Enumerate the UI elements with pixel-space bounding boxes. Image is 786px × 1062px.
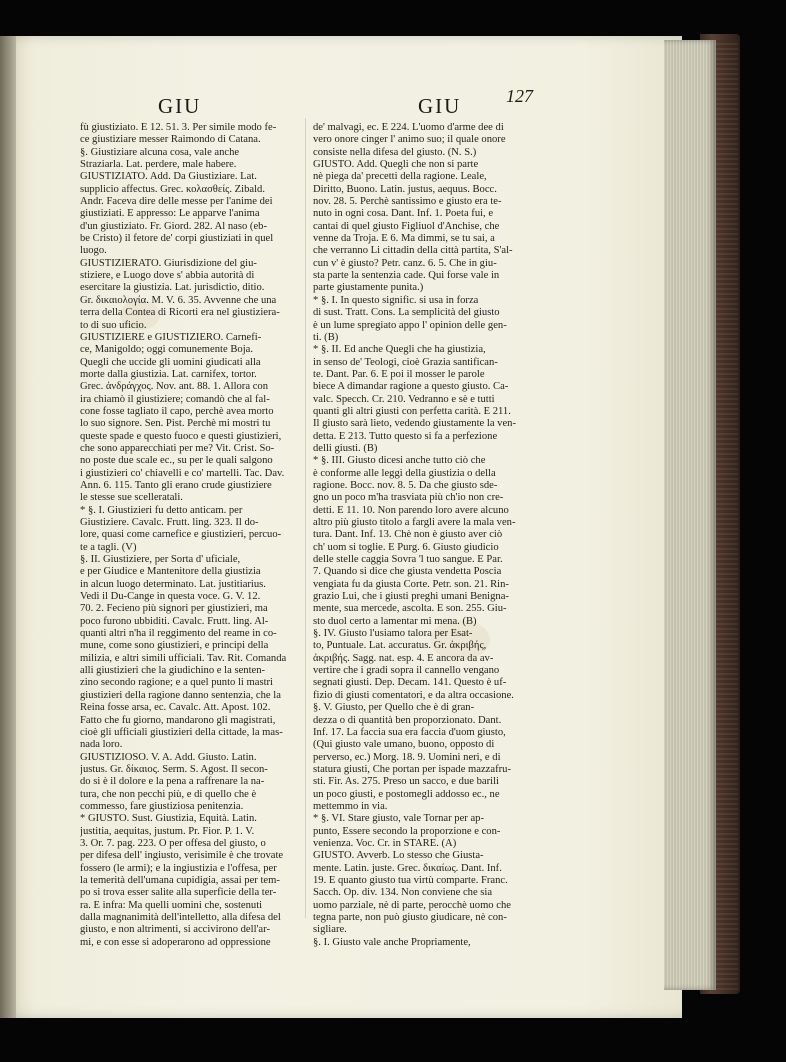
text-line: e per Giudice e Mantenitore della giustizia [80, 566, 261, 578]
text-line: gno un poco m'ha trasviata più ch'io non cre- [313, 492, 504, 504]
text-line: Reina fosse arsa, ec. Cavalc. Att. Apost. 102. [80, 702, 271, 714]
text-line: esercitare la giustizia. Lat. jurisdictio, ditio. [80, 282, 265, 294]
text-line: GIUSTO. Avverb. Lo stesso che Giusta- [313, 850, 484, 862]
text-line: in senso de' Teologi, cioè Grazia santifican- [313, 356, 498, 368]
text-line: altro più giusto titolo a fargli avere la mala ven- [313, 517, 516, 528]
text-line: per difesa dell' ingiusto, verisimile è che trovate [80, 850, 284, 862]
text-line: GIUSTO. Add. Quegli che non si parte [313, 159, 479, 171]
text-line: parte giustamente punita.) [313, 282, 424, 294]
text-line: grazio Lui, che i giusti preghi umani Benigna- [313, 591, 509, 603]
text-line: queste spade e questo fuoco e questi giustizieri, [80, 430, 282, 442]
text-line: §. IV. Giusto l'usiamo talora per Esat- [313, 628, 473, 640]
text-line: Inf. 17. La faccia sua era faccia d'uom giusto, [313, 726, 506, 738]
text-line: GIUSTIZIERE e GIUSTIZIERO. Carnefi- [80, 331, 262, 343]
text-line: §. Giustiziare alcuna cosa, vale anche [80, 146, 240, 158]
text-line: te a tagli. (V) [80, 541, 137, 553]
text-line: cun v' è giusto? Petr. canz. 6. 5. Che in giu- [313, 257, 497, 269]
text-line: * §. VI. Stare giusto, vale Tornar per ap- [313, 813, 484, 825]
text-line: §. V. Giusto, per Quello che è di gran- [313, 702, 475, 714]
text-line: tura, che non pecchi più, e di quello che è [80, 788, 257, 800]
text-line: cantai di quel giusto Figliuol d'Anchise, che [313, 220, 500, 232]
text-line: to, Puntuale. Lat. accuratus. Gr. ἀκριβής, [313, 640, 487, 652]
text-line: mettemmo in via. [313, 800, 388, 812]
text-line: di sust. Tratt. Cons. La semplicità del giusto [313, 307, 500, 319]
column-divider [305, 118, 306, 918]
text-line: punto, Essere secondo la proporzione e con- [313, 825, 501, 837]
text-line: fù giustiziato. E 12. 51. 3. Per simile modo fe- [80, 122, 277, 133]
text-line: quanti gli altri giusti con perfetta carità. E 211. [313, 405, 511, 417]
text-line: è conforme alle leggi della giustizia o della [313, 467, 496, 479]
text-line: morte dalla giustizia. Lat. carnifex, tortor. [80, 368, 257, 380]
text-line: Sacch. Op. div. 134. Non conviene che sia [313, 887, 493, 899]
text-line: terra della Contea di Ricorti era nel giustiziera- [80, 307, 280, 319]
left-column [80, 122, 302, 949]
text-line: (Qui giusto vale umano, buono, opposto di [313, 739, 495, 751]
text-line: sto duol certo a lamentar mi mena. (B) [313, 615, 477, 627]
text-line: vengiata fu da giusta Corte. Petr. son. 21. Rin- [313, 578, 509, 590]
text-line: ce, Manigoldo; oggi comunemente Boja. [80, 344, 253, 356]
text-line: cioè gli ufficiali giustizieri della cittade, la mas- [80, 726, 283, 738]
text-line: delle stelle caggia Sovra 'l tuo sangue. E Par. [313, 554, 503, 566]
text-line: fizio di giusti comentatori, e da altra occasione. [313, 689, 514, 701]
text-line: ch' uom si toglie. E Purg. 6. Giusto giudicio [313, 541, 499, 553]
text-line: Il giusto sarà lieto, vedendo giustamente la ven- [313, 418, 516, 430]
text-line: venne da Troja. E 6. Ma dimmi, se tu sai, a [313, 233, 495, 245]
text-line: dezza o di quantità ben proporzionato. Dant. [313, 714, 502, 726]
text-line: ragione. Bocc. nov. 8. 5. Da che giusto sde- [313, 479, 498, 491]
text-line: lore, quasi come carnefice e giustizieri, percuo- [80, 529, 282, 541]
text-line: 7. Quando si dice che giusta vendetta Poscia [313, 566, 502, 578]
text-line: segnati giusti. Dep. Decam. 141. Questo è uf- [313, 677, 507, 689]
text-line: nada loro. [80, 739, 123, 751]
text-line: §. I. Giusto vale anche Propriamente, [313, 936, 471, 948]
text-line: consiste nella difesa del giusto. (N. S.) [313, 146, 477, 158]
text-line: * §. III. Giusto dicesi anche tutto ciò che [313, 455, 486, 467]
text-line: * GIUSTO. Sust. Giustizia, Equità. Latin. [80, 813, 257, 825]
text-line: stiziere, e Luogo dove s' abbia autorità di [80, 270, 255, 282]
text-line: no poste due scale ec., su per le quali salgono [80, 455, 273, 467]
text-line: nuto in ogni cosa. Dant. Inf. 1. Poeta fui, e [313, 208, 494, 220]
text-line: Gr. δικαιολογία. M. V. 6. 35. Avvenne che una [80, 294, 277, 306]
text-line: ἀκριβής. Sagg. nat. esp. 4. E ancora da av- [313, 652, 494, 664]
text-line: luogo. [80, 245, 107, 257]
text-line: in alcun luogo determinato. Lat. justitiarius. [80, 578, 266, 590]
text-line: to di suo uficio. [80, 319, 147, 331]
text-line: sti. Fir. As. 275. Preso un sacco, e due barili [313, 776, 499, 788]
text-line: un poco giusti, e postomegli addosso ec., ne [313, 788, 500, 800]
text-line: 19. E quanto giusto tua virtù comparte. Franc. [313, 874, 508, 886]
text-line: cone fosse tagliato il capo, perchè avea morto [80, 405, 274, 417]
text-line: po si trova esser salite alla superficie della ter- [80, 887, 277, 899]
text-line: vero onore cinger l' animo suo; il quale onore [313, 134, 506, 146]
text-line: GIUSTIZIOSO. V. A. Add. Giusto. Latin. [80, 751, 257, 763]
text-line: è un lume spregiato appo l' opinion delle gen- [313, 319, 507, 331]
text-line: ce giustiziare messer Raimondo di Catana. [80, 134, 261, 146]
text-line: sta parte la sentenzia cade. Qui forse vale in [313, 270, 500, 282]
running-head-right: GIU [418, 94, 462, 118]
book-gutter [0, 36, 16, 1018]
running-head-left: GIU [158, 94, 202, 118]
text-line: milizia, e altri simili ufficiali. Tav. Rit. Comanda [80, 652, 287, 664]
text-line: ra. E infra: Ma quelli uomini che, sostenuti [80, 899, 263, 911]
text-line: * §. II. Ed anche Quegli che ha giustizia, [313, 344, 486, 356]
text-line: mune, come sono giustizieri, e principi della [80, 640, 269, 652]
text-line: Quegli che uccide gli uomini giudicati alla [80, 356, 261, 368]
text-line: te. Dant. Par. 6. E poi il mosser le parole [313, 368, 485, 380]
text-line: biece A dimandar ragione a questo giusto. Ca- [313, 381, 509, 393]
text-line: Grec. ἀνδράγχος. Nov. ant. 88. 1. Allora con [80, 381, 268, 393]
text-line: che sono apparecchiati per me? Vit. Crist. So- [80, 442, 275, 454]
text-line: 70. 2. Fecieno più signori per giustizieri, ma [80, 603, 268, 615]
text-line: poco furono ubbiditi. Cavalc. Frutt. ling. Al- [80, 615, 269, 627]
text-line: valc. Specch. Cr. 210. Vedranno e sè e tutti [313, 393, 495, 405]
text-line: nov. 28. 5. Perchè santissimo e giusto era te- [313, 196, 502, 208]
text-line: le stesse sue scelleratali. [80, 492, 183, 504]
right-column [313, 122, 543, 949]
text-line: tura. Dant. Inf. 13. Chè non è giusto aver ciò [313, 529, 503, 541]
text-line: 3. Or. 7. pag. 223. O per offesa del giusto, o [80, 837, 266, 849]
text-line: commesso, fare giustiziosa penitenzia. [80, 800, 244, 812]
text-line: d'un giustiziato. Fr. Giord. 282. Al naso (eb- [80, 220, 267, 232]
text-line: ti. (B) [313, 331, 339, 343]
text-line: Andr. Faceva dire delle messe per l'anime dei [80, 196, 273, 208]
text-line: nè piega da' precetti della ragione. Leale, [313, 171, 487, 183]
text-line: che verranno Li cittadin della città partita, S'al- [313, 245, 513, 257]
page-fore-edge [664, 40, 716, 990]
text-line: statura giusti, Che portan per ispade mazzafru- [313, 763, 511, 775]
text-line: dalla magnanimità dell'intelletto, alla difesa del [80, 912, 281, 923]
text-line: mi, e con esse si adoperarono ad oppressione [80, 936, 271, 948]
text-line: Diritto, Buono. Latin. justus, aequus. Bocc. [313, 183, 497, 195]
text-line: Fatto che fu giorno, mandarono gli magistrati, [80, 714, 276, 726]
text-line: quanti altri n'ha il reggimento del reame in co- [80, 628, 277, 640]
text-line: alli giustizieri che la giudichino e la senten- [80, 665, 266, 677]
text-line: detti. E 11. 10. Non parendo loro avere alcuno [313, 504, 509, 516]
text-line: detta. E 213. Tutto questo si fa a perfezione [313, 430, 498, 442]
text-line: GIUSTIZIATO. Add. Da Giustiziare. Lat. [80, 171, 257, 183]
text-line: Giustiziere. Cavalc. Frutt. ling. 323. Il do- [80, 517, 259, 528]
text-line: de' malvagi, ec. E 224. L'uomo d'arme dee di [313, 122, 504, 133]
text-line: i giustizieri co' chiavelli e co' martelli. Tac. Dav. [80, 467, 285, 479]
text-line: Vedi il Du-Cange in questa voce. G. V. 12. [80, 591, 261, 603]
text-line: * §. I. Giustizieri fu detto anticam. per [80, 504, 243, 516]
text-line: GIUSTIZIERATO. Giurisdizione del giu- [80, 257, 257, 269]
text-line: venienza. Voc. Cr. in STARE. (A) [313, 837, 457, 849]
text-line: uomo parziale, nè di parte, perocchè uomo che [313, 899, 511, 911]
text-line: justus. Gr. δίκαιος. Serm. S. Agost. Il secon- [80, 763, 268, 775]
text-line: zino secondo ragione; e a quel punto li mastri [80, 677, 273, 689]
text-line: delli giusti. (B) [313, 442, 378, 454]
text-line: giusto, e non altrimenti, si accivirono dell'ar- [80, 924, 270, 936]
text-line: mente. Latin. juste. Grec. δικαίως. Dant. Inf. [313, 862, 502, 874]
text-line: sigliare. [313, 924, 347, 936]
text-line: perverso, ec.) Morg. 18. 9. Uomini neri, e di [313, 751, 501, 763]
text-line: giustizieri della ragione danno sentenzia, che la [80, 689, 281, 701]
text-line: Ann. 6. 115. Tanto gli erano crude giustiziere [80, 479, 272, 491]
text-line: fossero (le armi); e la ingiustizia e l'offesa, per [80, 862, 277, 874]
text-line: lo suo signore. Sen. Pist. Perchè mi mostri tu [80, 418, 271, 430]
text-line: ira chiamò il giustiziere; comandò che al fal- [80, 393, 270, 405]
text-line: supplicio affectus. Grec. κολασθείς. Zibald. [80, 183, 265, 195]
text-line: tegna parte, non può giusto giudicare, nè con- [313, 912, 507, 923]
text-line: mente, sua mercede, ascolta. E son. 255. Giu- [313, 603, 507, 615]
page-number: 127 [506, 86, 533, 106]
text-line: be Cristo) il fetore de' corpi giustiziati in quel [80, 233, 274, 245]
text-line: §. II. Giustiziere, per Sorta d' uficiale, [80, 554, 241, 566]
text-line: vertire che i gradi sopra il cannello vengano [313, 665, 500, 677]
text-line: justitia, aequitas, justum. Pr. Fior. P. 1. V. [80, 825, 255, 837]
text-line: Straziarla. Lat. perdere, male habere. [80, 159, 237, 171]
text-line: la temerità dell'umana cupidigia, assai per tem- [80, 874, 280, 886]
text-line: * §. I. In questo signific. si usa in forza [313, 294, 479, 306]
text-line: giustiziati. E appresso: Le apparve l'anima [80, 208, 260, 220]
text-line: do si è il dolore e la pena a raffrenare la na- [80, 776, 265, 788]
